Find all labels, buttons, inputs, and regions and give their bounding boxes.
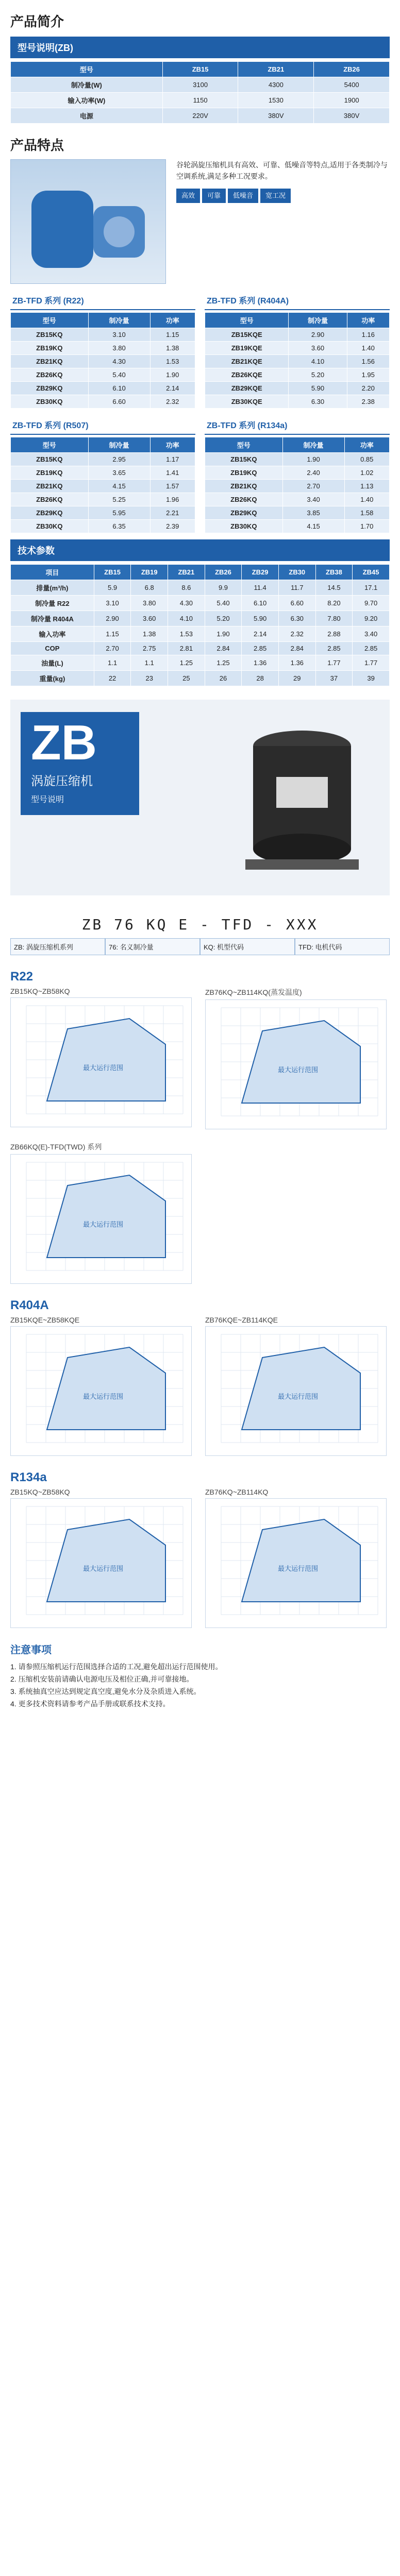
table-cell: 3.80 xyxy=(88,342,150,355)
envelope-area xyxy=(242,1347,360,1430)
table-cell: 5400 xyxy=(314,77,390,93)
mini-tables xyxy=(10,284,390,533)
table-row xyxy=(205,395,390,409)
table-cell: ZB21KQ xyxy=(11,480,89,493)
table-cell: 6.8 xyxy=(131,580,168,596)
table-cell: 2.90 xyxy=(289,328,347,342)
envelope-chart xyxy=(205,1326,387,1456)
mini-table xyxy=(205,312,390,409)
table-cell: ZB19KQ xyxy=(205,466,283,480)
table-header: ZB21 xyxy=(238,62,314,77)
table-cell: 4300 xyxy=(238,77,314,93)
note-item: 1. 请参照压缩机运行范围选择合适的工况,避免超出运行范围使用。 xyxy=(10,1663,223,1671)
code-legend-item: TFD: 电机代码 xyxy=(295,938,390,955)
table-header: ZB19 xyxy=(131,565,168,580)
code-legend-item: 76: 名义制冷量 xyxy=(105,938,200,955)
zb-brand-box xyxy=(21,712,139,815)
table-cell: 2.81 xyxy=(168,642,205,655)
model-table-title: 型号说明(ZB) xyxy=(10,37,390,58)
table-cell: 9.20 xyxy=(353,611,390,626)
table-cell: 2.88 xyxy=(315,626,353,642)
table-cell: 8.20 xyxy=(315,596,353,611)
table-cell: 28 xyxy=(242,671,279,686)
table-cell: 油量(L) xyxy=(11,655,94,671)
table-header: 项目 xyxy=(11,565,94,580)
envelope-label: 最大运行范围 xyxy=(83,1064,124,1072)
spec-table xyxy=(10,564,390,686)
table-cell: 2.85 xyxy=(315,642,353,655)
table-cell: 1.1 xyxy=(131,655,168,671)
table-cell: 1.77 xyxy=(315,655,353,671)
table-cell: 3100 xyxy=(162,77,238,93)
table-cell: 3.85 xyxy=(282,506,344,520)
table-row xyxy=(205,480,390,493)
envelope-label: 最大运行范围 xyxy=(278,1565,319,1572)
mini-table xyxy=(10,437,195,533)
table-cell: ZB19KQ xyxy=(11,342,89,355)
compressor-photo-icon xyxy=(235,715,369,880)
table-cell: 重量(kg) xyxy=(11,671,94,686)
zb-title: ZB xyxy=(31,715,97,770)
table-cell: 3.10 xyxy=(88,328,150,342)
envelope-label: 最大运行范围 xyxy=(83,1221,124,1228)
table-cell: ZB29KQE xyxy=(205,382,289,395)
table-row xyxy=(11,580,390,596)
table-row xyxy=(205,355,390,368)
table-cell: 17.1 xyxy=(353,580,390,596)
envelope-caption: ZB66KQ(E)-TFD(TWD) 系列 xyxy=(10,1143,102,1151)
table-cell: 1.38 xyxy=(150,342,195,355)
table-cell: 5.9 xyxy=(94,580,131,596)
table-cell: 6.10 xyxy=(88,382,150,395)
table-cell: 6.30 xyxy=(289,395,347,409)
table-cell: 4.15 xyxy=(282,520,344,533)
table-cell: 1.56 xyxy=(347,355,389,368)
table-cell: 2.85 xyxy=(242,642,279,655)
table-cell: ZB30KQ xyxy=(205,520,283,533)
table-cell: 输入功率(W) xyxy=(11,93,163,108)
table-cell: 1.70 xyxy=(344,520,389,533)
table-cell: 1.90 xyxy=(150,368,195,382)
table-cell: ZB26KQ xyxy=(11,368,89,382)
zb-subtitle-2: 型号说明 xyxy=(31,795,64,804)
mini-table-title: ZB-TFD 系列 (R134a) xyxy=(205,416,390,435)
table-cell: 7.80 xyxy=(315,611,353,626)
table-cell: 1.25 xyxy=(205,655,242,671)
table-cell: 2.84 xyxy=(278,642,315,655)
envelope-caption: ZB15KQE~ZB58KQE xyxy=(10,1316,80,1324)
table-cell: 1.53 xyxy=(150,355,195,368)
table-cell: 1.53 xyxy=(168,626,205,642)
table-cell: ZB26KQ xyxy=(11,493,89,506)
spec-table-title: 技术参数 xyxy=(10,539,390,561)
envelope-chart xyxy=(10,997,192,1127)
table-row xyxy=(11,506,195,520)
table-cell: 5.25 xyxy=(88,493,150,506)
table-cell: 5.90 xyxy=(242,611,279,626)
table-header: ZB45 xyxy=(353,565,390,580)
table-cell: 3.40 xyxy=(282,493,344,506)
envelope-chart xyxy=(10,1326,192,1456)
table-header: 型号 xyxy=(11,62,163,77)
intro-block xyxy=(10,159,390,284)
table-header: ZB29 xyxy=(242,565,279,580)
table-row xyxy=(11,368,195,382)
table-cell: 11.4 xyxy=(242,580,279,596)
table-cell: 26 xyxy=(205,671,242,686)
table-cell: 1.40 xyxy=(347,342,389,355)
table-cell: 4.30 xyxy=(168,596,205,611)
table-cell: 9.70 xyxy=(353,596,390,611)
envelope-area xyxy=(47,1347,165,1430)
table-cell: 2.14 xyxy=(150,382,195,395)
table-header: 功率 xyxy=(150,437,195,453)
model-code: ZB 76 KQ E - TFD - XXX xyxy=(81,916,319,933)
envelope-caption: ZB76KQ~ZB114KQ(蒸发温度) xyxy=(205,988,302,996)
table-cell: 5.40 xyxy=(205,596,242,611)
table-header: ZB26 xyxy=(314,62,390,77)
envelope-group-title: R134a xyxy=(10,1470,47,1484)
table-row xyxy=(11,328,195,342)
table-cell: 29 xyxy=(278,671,315,686)
feature-badge: 高效 xyxy=(176,189,200,203)
table-row xyxy=(11,93,390,108)
table-cell: 1.36 xyxy=(278,655,315,671)
table-row xyxy=(11,671,390,686)
mini-table-title: ZB-TFD 系列 (R507) xyxy=(10,416,195,435)
envelope-area xyxy=(242,1519,360,1602)
table-cell: 2.32 xyxy=(150,395,195,409)
table-cell: ZB26KQ xyxy=(205,493,283,506)
table-cell: 6.35 xyxy=(88,520,150,533)
table-cell: 37 xyxy=(315,671,353,686)
table-cell: 1.17 xyxy=(150,453,195,466)
product-image xyxy=(10,159,166,284)
table-row xyxy=(11,466,195,480)
feature-badge: 低噪音 xyxy=(228,189,258,203)
table-cell: 1.13 xyxy=(344,480,389,493)
table-cell: 1530 xyxy=(238,93,314,108)
table-row xyxy=(11,355,195,368)
table-cell: 14.5 xyxy=(315,580,353,596)
mini-table xyxy=(10,312,195,409)
table-row xyxy=(11,382,195,395)
table-cell: 4.10 xyxy=(289,355,347,368)
table-cell: 4.10 xyxy=(168,611,205,626)
code-legend-item: ZB: 涡旋压缩机系列 xyxy=(10,938,105,955)
table-cell: 5.95 xyxy=(88,506,150,520)
table-header: 型号 xyxy=(11,313,89,328)
table-cell: ZB21KQE xyxy=(205,355,289,368)
table-cell: 1.58 xyxy=(344,506,389,520)
table-cell: 2.75 xyxy=(131,642,168,655)
table-cell: 1.96 xyxy=(150,493,195,506)
table-cell: 2.70 xyxy=(282,480,344,493)
table-row xyxy=(11,453,195,466)
table-cell: 5.20 xyxy=(205,611,242,626)
table-row xyxy=(11,642,390,655)
table-cell: ZB29KQ xyxy=(11,506,89,520)
table-cell: 制冷量 R404A xyxy=(11,611,94,626)
table-cell: 3.10 xyxy=(94,596,131,611)
table-header: 型号 xyxy=(11,437,89,453)
table-header: ZB21 xyxy=(168,565,205,580)
table-row xyxy=(11,596,390,611)
table-cell: 制冷量 R22 xyxy=(11,596,94,611)
table-cell: 1.90 xyxy=(282,453,344,466)
envelope-area xyxy=(47,1519,165,1602)
table-header: ZB26 xyxy=(205,565,242,580)
table-row xyxy=(205,506,390,520)
table-cell: 3.60 xyxy=(131,611,168,626)
envelope-caption: ZB15KQ~ZB58KQ xyxy=(10,987,70,995)
table-cell: 22 xyxy=(94,671,131,686)
table-cell: 25 xyxy=(168,671,205,686)
envelope-label: 最大运行范围 xyxy=(278,1066,319,1074)
table-cell: 6.30 xyxy=(278,611,315,626)
table-header: 型号 xyxy=(205,313,289,328)
table-cell: 0.85 xyxy=(344,453,389,466)
table-cell: 1.36 xyxy=(242,655,279,671)
table-cell: 排量(m³/h) xyxy=(11,580,94,596)
table-row xyxy=(205,520,390,533)
envelope-caption: ZB76KQE~ZB114KQE xyxy=(205,1316,278,1324)
table-header: ZB38 xyxy=(315,565,353,580)
table-header: ZB15 xyxy=(94,565,131,580)
table-cell: 4.30 xyxy=(88,355,150,368)
table-header: 制冷量 xyxy=(88,437,150,453)
table-row xyxy=(11,77,390,93)
envelope-label: 最大运行范围 xyxy=(83,1565,124,1572)
envelope-chart xyxy=(10,1498,192,1628)
table-cell: ZB15KQE xyxy=(205,328,289,342)
envelope-caption: ZB76KQ~ZB114KQ xyxy=(205,1488,269,1496)
table-cell: ZB29KQ xyxy=(11,382,89,395)
table-cell: ZB30KQE xyxy=(205,395,289,409)
envelope-area xyxy=(47,1019,165,1101)
table-header: 制冷量 xyxy=(282,437,344,453)
table-cell: ZB21KQ xyxy=(205,480,283,493)
table-cell: 6.60 xyxy=(88,395,150,409)
table-cell: COP xyxy=(11,642,94,655)
table-row xyxy=(205,453,390,466)
table-cell: 4.15 xyxy=(88,480,150,493)
section-title: 产品简介 xyxy=(10,14,64,29)
table-cell: 1.57 xyxy=(150,480,195,493)
envelope-area xyxy=(47,1175,165,1258)
table-cell: 3.65 xyxy=(88,466,150,480)
table-cell: 制冷量(W) xyxy=(11,77,163,93)
table-cell: ZB19KQE xyxy=(205,342,289,355)
table-cell: 1.15 xyxy=(94,626,131,642)
table-header: 功率 xyxy=(347,313,389,328)
table-cell: 输入功率 xyxy=(11,626,94,642)
envelope-label: 最大运行范围 xyxy=(83,1393,124,1400)
feature-badge: 宽工况 xyxy=(260,189,291,203)
code-legend-item: KQ: 机型代码 xyxy=(200,938,295,955)
table-cell: 2.32 xyxy=(278,626,315,642)
table-row xyxy=(205,493,390,506)
table-cell: 1.15 xyxy=(150,328,195,342)
envelope-chart xyxy=(10,1154,192,1284)
table-cell: ZB29KQ xyxy=(205,506,283,520)
table-cell: 1.25 xyxy=(168,655,205,671)
table-cell: 3.80 xyxy=(131,596,168,611)
table-cell: 2.21 xyxy=(150,506,195,520)
table-cell: 1900 xyxy=(314,93,390,108)
table-cell: ZB26KQE xyxy=(205,368,289,382)
table-row xyxy=(11,493,195,506)
table-cell: 1.1 xyxy=(94,655,131,671)
model-table xyxy=(10,61,390,124)
table-cell: 23 xyxy=(131,671,168,686)
mini-table-title: ZB-TFD 系列 (R404A) xyxy=(205,291,390,310)
table-cell: 2.95 xyxy=(88,453,150,466)
note-item: 4. 更多技术资料请参考产品手册或联系技术支持。 xyxy=(10,1700,170,1708)
table-cell: 5.90 xyxy=(289,382,347,395)
table-row xyxy=(205,466,390,480)
table-cell: 380V xyxy=(238,108,314,124)
feature-badges xyxy=(176,187,390,205)
table-cell: ZB15KQ xyxy=(11,453,89,466)
table-cell: ZB15KQ xyxy=(205,453,283,466)
table-cell: 2.39 xyxy=(150,520,195,533)
table-cell: 6.10 xyxy=(242,596,279,611)
mini-table xyxy=(205,437,390,533)
table-cell: 6.60 xyxy=(278,596,315,611)
table-cell: ZB30KQ xyxy=(11,520,89,533)
table-cell: 5.40 xyxy=(88,368,150,382)
table-cell: 5.20 xyxy=(289,368,347,382)
compressor-illustration xyxy=(11,160,165,283)
table-cell: 2.14 xyxy=(242,626,279,642)
table-cell: 380V xyxy=(314,108,390,124)
table-row xyxy=(205,382,390,395)
table-header: 制冷量 xyxy=(88,313,150,328)
table-header: 制冷量 xyxy=(289,313,347,328)
table-row xyxy=(11,342,195,355)
table-row xyxy=(205,342,390,355)
envelope-group-title: R404A xyxy=(10,1298,49,1312)
table-cell: 1.95 xyxy=(347,368,389,382)
table-cell: 3.60 xyxy=(289,342,347,355)
table-cell: 1.90 xyxy=(205,626,242,642)
table-cell: 11.7 xyxy=(278,580,315,596)
table-cell: 2.70 xyxy=(94,642,131,655)
intro-paragraph: 谷轮涡旋压缩机具有高效、可靠、低噪音等特点,适用于各类制冷与空调系统,满足多种工况要求。 xyxy=(176,161,388,180)
table-cell: 8.6 xyxy=(168,580,205,596)
table-cell: 1.02 xyxy=(344,466,389,480)
zb-subtitle: 涡旋压缩机 xyxy=(31,774,93,788)
table-cell: 9.9 xyxy=(205,580,242,596)
table-row xyxy=(11,108,390,124)
table-cell: 1.77 xyxy=(353,655,390,671)
table-cell: 1150 xyxy=(162,93,238,108)
envelope-area xyxy=(242,1021,360,1103)
envelope-chart xyxy=(205,999,387,1129)
envelope-caption: ZB15KQ~ZB58KQ xyxy=(10,1488,70,1496)
table-cell: ZB15KQ xyxy=(11,328,89,342)
table-cell: 39 xyxy=(353,671,390,686)
model-code-legend xyxy=(10,938,390,955)
table-cell: ZB19KQ xyxy=(11,466,89,480)
table-row xyxy=(11,520,195,533)
mini-table-title: ZB-TFD 系列 (R22) xyxy=(10,291,195,310)
table-row xyxy=(11,626,390,642)
table-header: 功率 xyxy=(150,313,195,328)
table-cell: 1.16 xyxy=(347,328,389,342)
feature-badge: 可靠 xyxy=(202,189,226,203)
table-row xyxy=(11,480,195,493)
table-cell: ZB21KQ xyxy=(11,355,89,368)
notes-list xyxy=(10,1660,390,1710)
envelope-group-title: R22 xyxy=(10,970,34,984)
table-cell: 2.38 xyxy=(347,395,389,409)
table-header: 型号 xyxy=(205,437,283,453)
envelope-chart xyxy=(205,1498,387,1628)
table-cell: 220V xyxy=(162,108,238,124)
note-item: 2. 压缩机安装前请确认电源电压及相位正确,并可靠接地。 xyxy=(10,1675,194,1683)
table-cell: 电源 xyxy=(11,108,163,124)
operating-envelopes xyxy=(10,970,390,1628)
table-cell: 2.85 xyxy=(353,642,390,655)
table-cell: 3.40 xyxy=(353,626,390,642)
table-header: 功率 xyxy=(344,437,389,453)
table-cell: 1.38 xyxy=(131,626,168,642)
note-item: 3. 系统抽真空应达到规定真空度,避免水分及杂质进入系统。 xyxy=(10,1687,201,1696)
table-header: ZB30 xyxy=(278,565,315,580)
table-cell: 2.20 xyxy=(347,382,389,395)
table-cell: 2.40 xyxy=(282,466,344,480)
hero-banner xyxy=(10,700,390,895)
table-cell: ZB30KQ xyxy=(11,395,89,409)
table-cell: 2.90 xyxy=(94,611,131,626)
table-row xyxy=(205,328,390,342)
table-row xyxy=(11,655,390,671)
table-header: ZB15 xyxy=(162,62,238,77)
intro-heading: 产品特点 xyxy=(10,138,64,153)
table-cell: 1.40 xyxy=(344,493,389,506)
table-row xyxy=(11,395,195,409)
table-row xyxy=(11,611,390,626)
table-row xyxy=(205,368,390,382)
envelope-label: 最大运行范围 xyxy=(278,1393,319,1400)
table-cell: 1.41 xyxy=(150,466,195,480)
table-cell: 2.84 xyxy=(205,642,242,655)
notes-title: 注意事项 xyxy=(10,1645,52,1656)
